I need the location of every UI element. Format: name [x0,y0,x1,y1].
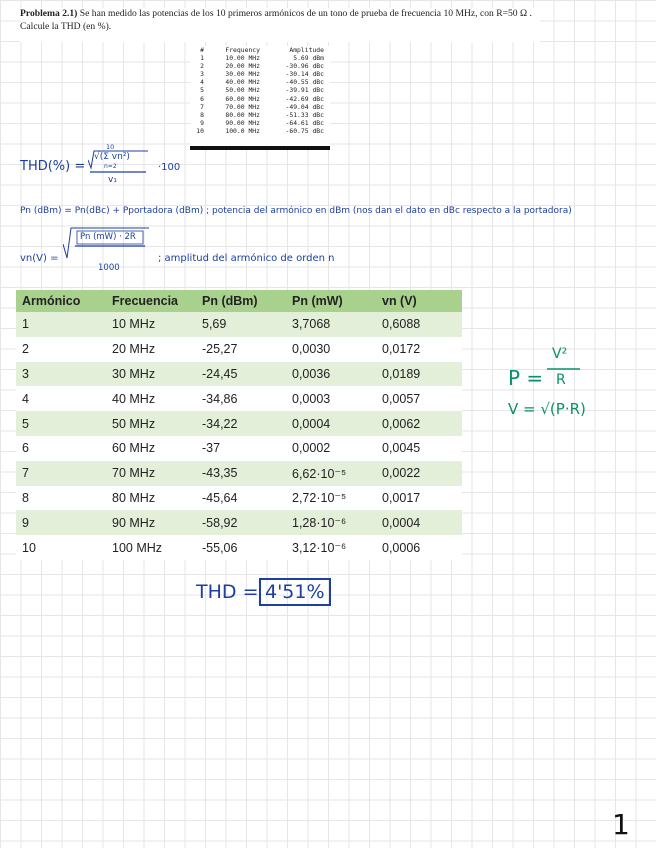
cell-pn-mw: 0,0036 [286,362,376,387]
pn-dbm-formula: Pn (dBm) = Pn(dBc) + Pportadora (dBm) ; potencia del armónico en dBm (nos dan el dato en dBc respecto a la portadora) [20,206,572,216]
cell-frecuencia: 70 MHz [106,461,196,486]
cell-frecuencia: 60 MHz [106,436,196,461]
cell-pn-mw: 2,72·10⁻⁵ [286,486,376,511]
cell-frecuencia: 20 MHz [106,337,196,362]
spectrum-index: 4 [200,78,204,87]
table-row [16,312,462,337]
spectrum-amplitude: -64.61 dBc [285,118,324,127]
cell-armonico: 7 [16,461,106,486]
cell-vn: 0,0022 [376,461,462,486]
spectrum-frequency: 20.00 MHz [225,62,260,71]
spectrum-frequency: 90.00 MHz [225,118,260,127]
table-row [16,411,462,436]
spectrum-amplitude: -40.55 dBc [285,78,324,87]
spectrum-frequency: 50.00 MHz [225,86,260,95]
cell-pn-mw: 6,62·10⁻⁵ [286,461,376,486]
cell-pn-mw: 1,28·10⁻⁶ [286,510,376,535]
spectrum-amplitude: -30.14 dBc [285,70,324,79]
spectrum-amplitude: -60.75 dBc [285,126,324,135]
spectrum-header-amplitude: Amplitude [289,46,324,54]
header-pn-dbm: Pn (dBm) [196,290,286,312]
cell-frecuencia: 30 MHz [106,362,196,387]
spectrum-frequency: 80.00 MHz [225,110,260,119]
spectrum-amplitude: -49.04 dBc [285,102,324,111]
cell-pn-mw: 0,0003 [286,386,376,411]
spectrum-amplitude: -30.96 dBc [285,62,324,71]
cell-pn-dbm: -58,92 [196,510,286,535]
cell-pn-dbm: -55,06 [196,535,286,560]
cell-vn: 0,0189 [376,362,462,387]
thd-formula-sum-upper: 10 [106,143,115,151]
harmonics-table [16,290,462,560]
problem-statement [20,8,540,42]
spectrum-frequency: 70.00 MHz [225,102,260,111]
table-row [16,362,462,387]
vn-formula-numerator: Pn (mW) · 2R [80,232,136,242]
table-row [16,535,462,560]
power-formula-lhs: P = [508,366,544,390]
cell-pn-dbm: -24,45 [196,362,286,387]
cell-pn-dbm: -34,22 [196,411,286,436]
table-row [16,436,462,461]
cell-pn-dbm: -45,64 [196,486,286,511]
cell-armonico: 10 [16,535,106,560]
spectrum-index: 2 [200,62,204,71]
cell-armonico: 5 [16,411,106,436]
thd-formula-sum-lower: n=2 [104,163,117,170]
spectrum-index: 8 [200,110,204,119]
spectrum-row [190,70,330,78]
cell-armonico: 2 [16,337,106,362]
vn-formula-denominator: 1000 [98,263,120,273]
cell-pn-dbm: -43,35 [196,461,286,486]
spectrum-frequency: 40.00 MHz [225,78,260,87]
problem-label: Problema 2.1) [20,8,78,19]
spectrum-header-index: # [200,46,204,54]
cell-pn-mw: 3,7068 [286,312,376,337]
table-row [16,386,462,411]
cell-armonico: 3 [16,362,106,387]
vn-formula-lhs: vn(V) = [20,253,59,264]
spectrum-index: 6 [200,94,204,103]
cell-vn: 0,0045 [376,436,462,461]
thd-fraction-bar [88,150,152,178]
spectrum-row [190,103,330,111]
spectrum-amplitude: -39.91 dBc [285,86,324,95]
spectrum-amplitude: -51.33 dBc [285,110,324,119]
power-formula-denominator: R [556,372,566,388]
cell-armonico: 4 [16,386,106,411]
spectrum-row [190,86,330,94]
cell-pn-mw: 0,0002 [286,436,376,461]
spectrum-frequency: 10.00 MHz [225,54,260,63]
spectrum-row [190,127,330,135]
page-number: 1 [612,808,630,841]
cell-frecuencia: 10 MHz [106,312,196,337]
thd-formula-multiplier: ·100 [158,162,181,173]
table-row [16,486,462,511]
spectrum-table [190,46,330,150]
cell-pn-dbm: -34,86 [196,386,286,411]
spectrum-amplitude: -42.69 dBc [285,94,324,103]
cell-vn: 0,0004 [376,510,462,535]
cell-vn: 0,0057 [376,386,462,411]
cell-pn-dbm: -37 [196,436,286,461]
spectrum-index: 1 [200,54,204,63]
result-label: THD = [196,581,259,603]
spectrum-row [190,54,330,62]
cell-armonico: 6 [16,436,106,461]
spectrum-header-frequency: Frequency [225,46,260,54]
result-box [259,578,331,606]
cell-pn-mw: 0,0004 [286,411,376,436]
table-header-row [16,290,462,312]
spectrum-index: 10 [196,126,204,135]
cell-vn: 0,0017 [376,486,462,511]
cell-armonico: 1 [16,312,106,337]
cell-vn: 0,0006 [376,535,462,560]
spectrum-index: 9 [200,118,204,127]
cell-frecuencia: 80 MHz [106,486,196,511]
cell-frecuencia: 50 MHz [106,411,196,436]
spectrum-row [190,119,330,127]
spectrum-frequency: 60.00 MHz [225,94,260,103]
thd-formula-denominator: v₁ [108,175,117,185]
spectrum-row [190,78,330,86]
table-row [16,510,462,535]
header-armonico: Armónico [16,290,106,312]
cell-vn: 0,6088 [376,312,462,337]
cell-vn: 0,0172 [376,337,462,362]
power-formula-numerator: V² [552,346,568,362]
cell-pn-mw: 0,0030 [286,337,376,362]
header-frecuencia: Frecuencia [106,290,196,312]
cell-frecuencia: 40 MHz [106,386,196,411]
cell-armonico: 8 [16,486,106,511]
spectrum-header [190,46,330,54]
spectrum-amplitude: 5.69 dBm [293,54,324,63]
spectrum-row [190,62,330,70]
vn-formula-description: ; amplitud del armónico de orden n [158,253,335,264]
spectrum-frequency: 100.0 MHz [225,126,260,135]
cell-frecuencia: 90 MHz [106,510,196,535]
spectrum-index: 5 [200,86,204,95]
cell-armonico: 9 [16,510,106,535]
cell-frecuencia: 100 MHz [106,535,196,560]
cell-pn-mw: 3,12·10⁻⁶ [286,535,376,560]
problem-text: Se han medido las potencias de los 10 primeros armónicos de un tono de prueba de frecuencia 10 MHz, con R=50 Ω . Calcule la THD (en %). [20,8,532,32]
thd-formula-numerator: √(Σ vn²) [94,152,130,162]
cell-pn-dbm: 5,69 [196,312,286,337]
spectrum-row [190,111,330,119]
cell-vn: 0,0062 [376,411,462,436]
header-pn-mw: Pn (mW) [286,290,376,312]
thd-formula-lhs: THD(%) = [20,159,86,174]
header-vn: vn (V) [376,290,462,312]
spectrum-index: 7 [200,102,204,111]
spectrum-frequency: 30.00 MHz [225,70,260,79]
table-row [16,461,462,486]
result-value: 4'51% [265,581,325,603]
spectrum-row [190,95,330,103]
voltage-formula: V = √(P·R) [508,400,586,418]
cell-pn-dbm: -25,27 [196,337,286,362]
spectrum-index: 3 [200,70,204,79]
table-row [16,337,462,362]
